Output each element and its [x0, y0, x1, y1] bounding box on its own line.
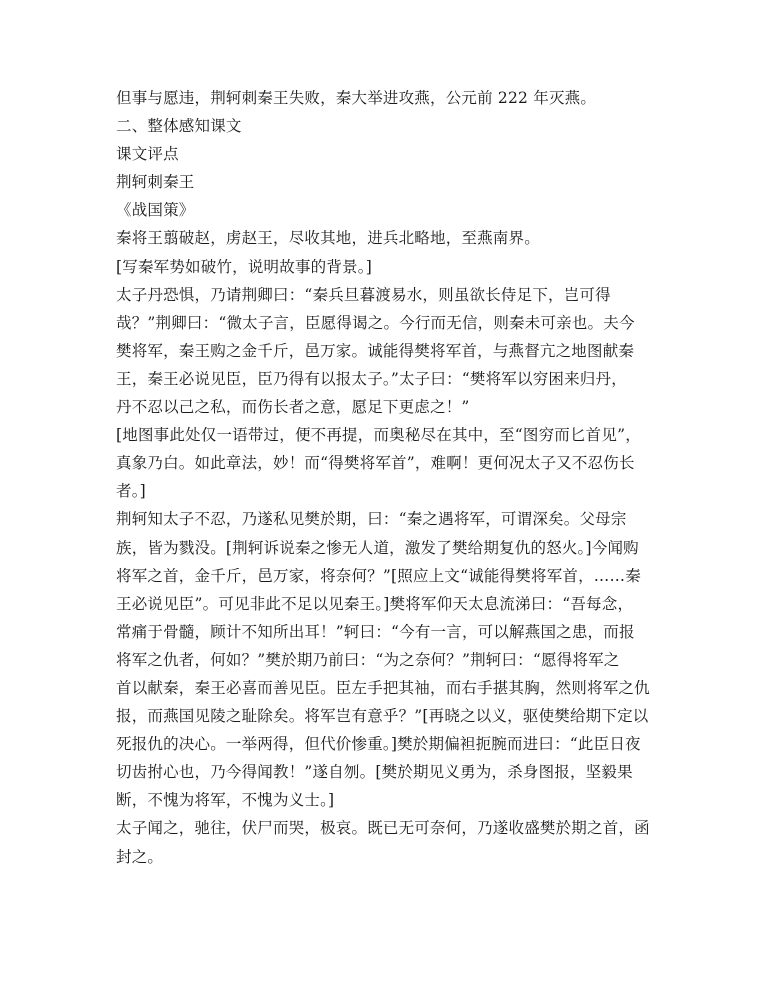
section-heading: 二、整体感知课文	[116, 117, 242, 136]
text-line: 秦将王翦破赵，虏赵王，尽收其地，进兵北略地，至燕南界。	[116, 229, 540, 248]
annotation-line: [地图事此处仅一语带过，便不再提，而奥秘尽在其中，至“图穷而匕首见”，	[116, 426, 641, 445]
subheading: 课文评点	[116, 145, 179, 164]
annotation-line: 真象乃白。如此章法，妙！而“得樊将军首”，难啊！更何况太子又不忍伤长	[116, 454, 635, 473]
text-line: 族，皆为戮没。[荆轲诉说秦之惨无人道，激发了樊给期复仇的怒火。]今闻购	[116, 538, 639, 557]
text-line: 荆轲知太子不忍，乃遂私见樊於期，曰：“秦之遇将军，可谓深矣。父母宗	[116, 510, 627, 529]
text-line: 封之。	[116, 847, 164, 866]
text-line: 首以献秦，秦王必喜而善见臣。臣左手把其袖，而右手揕其胸，然则将军之仇	[116, 678, 650, 697]
text-line: 将军之仇者，何如？”樊於期乃前曰：“为之奈何？”荆轲曰：“愿得将军之	[116, 650, 620, 669]
document-page	[116, 84, 658, 871]
text-line: 死报仇的决心。一举两得，但代价惨重。]樊於期偏袒扼腕而进曰：“此臣日夜	[116, 735, 641, 754]
text-line: 王，秦王必说见臣，臣乃得有以报太子。”太子曰：“樊将军以穷困来归丹，	[116, 369, 627, 388]
text-line: 太子丹恐惧，乃请荆卿曰：“秦兵旦暮渡易水，则虽欲长侍足下，岂可得	[116, 285, 611, 304]
text-line: 将军之首，金千斤，邑万家，将奈何？”[照应上文“诚能得樊将军首，……秦	[116, 566, 641, 585]
text-line: 太子闻之，驰往，伏尸而哭，极哀。既已无可奈何，乃遂收盛樊於期之首，函	[116, 819, 650, 838]
text-line: 哉？”荆卿曰：“微太子言，臣愿得谒之。今行而无信，则秦未可亲也。夫今	[116, 313, 635, 332]
text-line: 切齿拊心也，乃今得闻教！”遂自刎。[樊於期见义勇为，杀身图报，坚毅果	[116, 763, 633, 782]
text-line: 常痛于骨髓，顾计不知所出耳！”轲曰：“今有一言，可以解燕国之患，而报	[116, 622, 635, 641]
text-title: 荆轲刺秦王	[116, 173, 195, 192]
text-line: 断，不愧为将军，不愧为义士。]	[116, 791, 335, 810]
text-line: 樊将军，秦王购之金千斤，邑万家。诚能得樊将军首，与燕督亢之地图献秦	[116, 341, 635, 360]
text-line: 报，而燕国见陵之耻除矣。将军岂有意乎？”[再晓之以义，驱使樊给期下定以	[116, 707, 649, 726]
text-line: 丹不忍以己之私，而伤长者之意，愿足下更虑之！”	[116, 398, 470, 417]
annotation-line: 者。]	[116, 482, 146, 501]
text-line: 但事与愿违，荆轲刺秦王失败，秦大举进攻燕，公元前 222 年灭燕。	[116, 89, 597, 107]
text-source: 《战国策》	[116, 201, 195, 220]
text-line: 王必说见臣”。可见非此不足以见秦王。]樊将军仰天太息流涕曰：“吾每念，	[116, 594, 634, 613]
annotation-line: [写秦军势如破竹，说明故事的背景。]	[116, 257, 372, 276]
